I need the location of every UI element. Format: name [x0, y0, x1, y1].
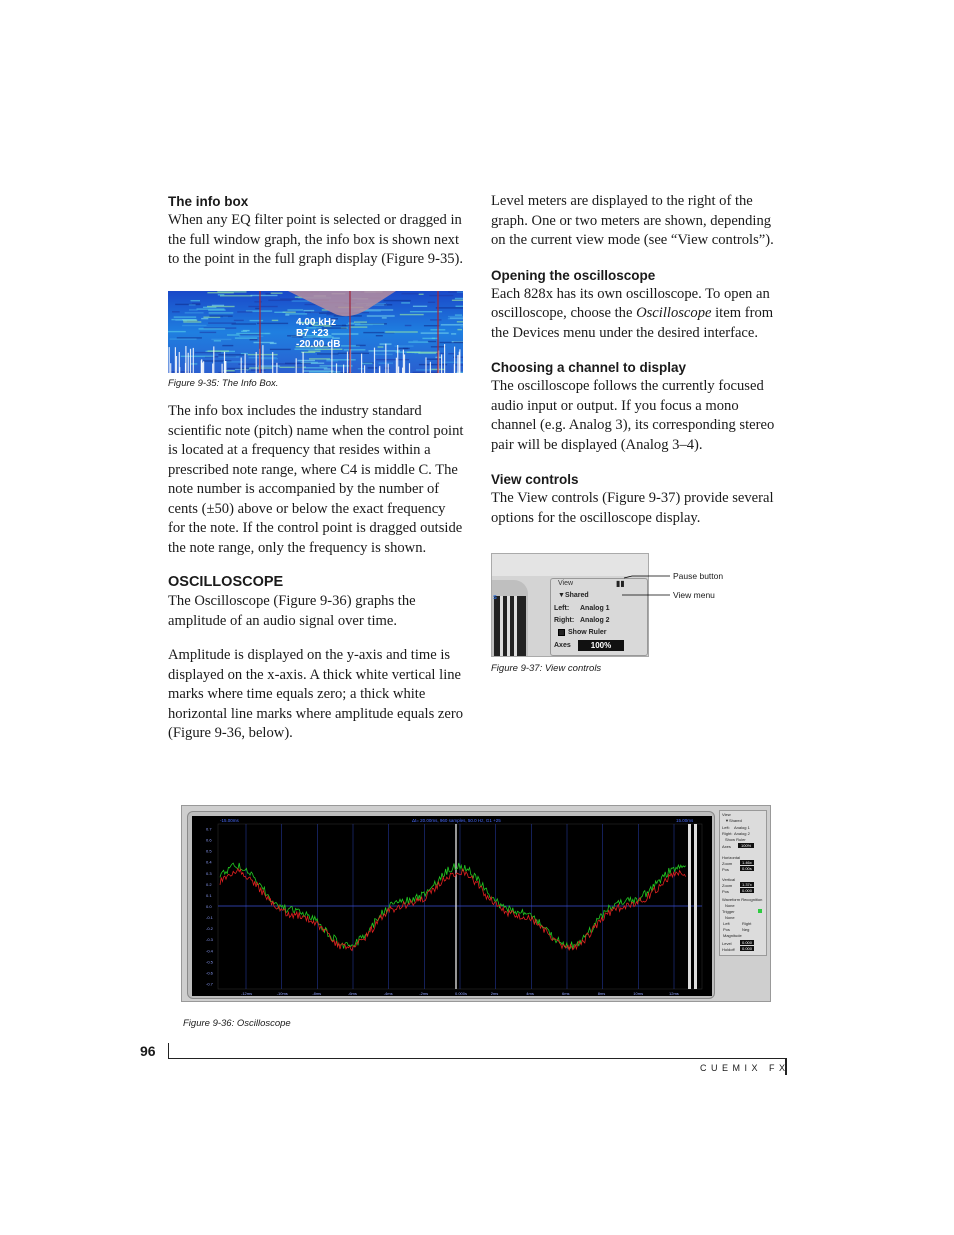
panel-level-value[interactable]: 0.000 — [742, 940, 753, 945]
x-tick-label: 0.000s — [455, 991, 468, 996]
x-tick-label: -4ms — [383, 991, 393, 996]
panel-v-pos-label: Pos — [722, 889, 729, 894]
panel-trigger-menu[interactable]: None — [725, 915, 735, 920]
panel-axes-label: Axes — [722, 844, 731, 849]
panel-ruler-checkbox[interactable]: Show Ruler — [725, 837, 746, 842]
dropdown-triangle-icon: ▼ — [725, 818, 729, 823]
y-tick-label: -0.1 — [206, 915, 213, 921]
opening-text-a: Each 828x has its own oscilloscope. To open an oscilloscope, choose the — [491, 285, 770, 321]
panel-v-zoom-label: Zoom — [722, 883, 733, 888]
ruler-left: -15.00ms — [220, 818, 239, 823]
pause-button-icon[interactable]: ▮▮ — [616, 579, 625, 588]
y-tick-label: 0.6 — [206, 837, 212, 843]
panel-view-label: View — [722, 812, 731, 817]
left-channel-value[interactable]: Analog 1 — [580, 605, 610, 612]
meters-paragraph: Level meters are displayed to the right of the graph. One or two meters are shown, depending on the current view mode (see “View controls”). — [491, 193, 774, 248]
oscilloscope-section — [168, 573, 464, 744]
panel-holdoff-label: Holdoff — [722, 947, 735, 952]
x-tick-label: 2ms — [490, 991, 499, 996]
x-tick-label: 6ms — [562, 991, 570, 996]
callout-view-menu: View menu — [673, 590, 715, 600]
panel-holdoff-value[interactable]: 0.000 — [742, 946, 753, 951]
view-menu-value: Shared — [564, 592, 589, 599]
y-tick-label: 0.7 — [206, 826, 212, 832]
y-tick-label: -0.5 — [206, 959, 213, 965]
x-tick-label: -10ms — [276, 991, 288, 996]
figure-caption-9-36: Figure 9-36: Oscilloscope — [183, 1018, 291, 1029]
oscilloscope-paragraph-2: Amplitude is displayed on the y-axis and time is displayed on the x-axis. A thick white vertical line marks where time equals zero; a thick white horizontal line marks where amplitude equals zero (Figure 9-36, below). — [168, 647, 464, 741]
y-tick-label: 0.5 — [206, 848, 212, 854]
panel-right-value[interactable]: Analog 2 — [734, 831, 750, 836]
meter-panel: s — [492, 580, 528, 657]
y-tick-label: -0.2 — [206, 926, 213, 932]
y-tick-label: 0.4 — [206, 859, 212, 865]
scope-control-panel — [719, 810, 767, 956]
figure-oscilloscope — [181, 805, 771, 1002]
right-channel-label: Right: — [554, 617, 575, 624]
left-column-lower — [168, 402, 464, 558]
panel-trigger-neg[interactable]: Neg — [742, 927, 750, 932]
y-tick-label: -0.3 — [206, 937, 213, 943]
show-ruler-checkbox[interactable] — [558, 629, 565, 636]
callout-pause-button: Pause button — [673, 571, 724, 581]
panel-right-label: Right: — [722, 831, 733, 836]
section-heading-info-box: The info box — [168, 194, 249, 209]
panel-vertical-label: Vertical — [722, 877, 736, 882]
page-number: 96 — [140, 1043, 156, 1059]
y-tick-label: 0.3 — [206, 870, 212, 876]
y-tick-label: -0.6 — [206, 970, 213, 976]
view-menu[interactable] — [558, 592, 589, 599]
panel-trigger-right[interactable]: Right — [742, 921, 752, 926]
section-heading-channel: Choosing a channel to display — [491, 360, 687, 375]
opening-text-b: item from the Devices menu under the desired interface. — [491, 305, 774, 341]
panel-trigger-magnitude[interactable]: Magnitude — [723, 933, 742, 938]
figure-info-box — [168, 291, 463, 373]
axes-label: Axes — [554, 642, 571, 649]
y-tick-label: 0.0 — [206, 904, 212, 909]
y-tick-label: 0.1 — [206, 892, 212, 898]
ruler-readout: Δt= 20.00ms, 960 samples, 50.0 Hz, G1 +25 — [412, 818, 501, 823]
info-box-frequency: 4.00 kHz — [296, 317, 337, 328]
panel-h-zoom-value[interactable]: 1.46x — [742, 860, 752, 865]
dropdown-triangle-icon: ▼ — [558, 592, 565, 599]
panel-trigger-label: Trigger — [722, 909, 735, 914]
axes-value-field[interactable]: 100% — [578, 640, 624, 651]
section-heading-opening: Opening the oscilloscope — [491, 267, 656, 283]
channel-paragraph: The oscilloscope follows the currently focused audio input or output. If you focus a mono channel (e.g. Analog 3), its corresponding stereo pair will be displayed (Analog 3–4). — [491, 378, 775, 453]
level-meter-right — [694, 824, 697, 989]
section-heading-view-controls: View controls — [491, 472, 579, 487]
oscilloscope-paragraph-1: The Oscilloscope (Figure 9-36) graphs the amplitude of an audio signal over time. — [168, 593, 416, 629]
x-tick-label: -8ms — [312, 991, 322, 996]
level-meter-left — [688, 824, 691, 989]
panel-h-pos-value[interactable]: 0.00s — [742, 866, 752, 871]
right-channel-value[interactable]: Analog 2 — [580, 617, 610, 624]
panel-v-pos-value[interactable]: 0.000 — [742, 888, 753, 893]
panel-left-value[interactable]: Analog 1 — [734, 825, 750, 830]
figure-caption-9-35: Figure 9-35: The Info Box. — [168, 378, 279, 389]
panel-left-label: Left: — [722, 825, 730, 830]
x-tick-label: 8ms — [597, 991, 606, 996]
panel-waveform-menu[interactable]: None — [725, 903, 735, 908]
callout-lines — [610, 568, 670, 600]
x-tick-label: 12ms — [669, 991, 679, 996]
opening-text-emphasis: Oscilloscope — [636, 305, 712, 321]
section-heading-oscilloscope: OSCILLOSCOPE — [168, 574, 284, 590]
info-box-paragraph-2: The info box includes the industry standard scientific note (pitch) name when the control point is located at a frequency that resides within a prescribed note range, where C4 is middle C. The note number is accompanied by the number of cents (±50) above or below the exact frequency for the note. If the control point is dragged outside the note range, only the frequency is shown. — [168, 403, 464, 556]
x-tick-label: -6ms — [348, 991, 357, 996]
info-box-note: B7 +23 — [296, 328, 329, 339]
x-tick-label: -2ms — [419, 991, 429, 996]
panel-axes-value[interactable]: 100% — [738, 843, 754, 848]
footer-rule-left — [168, 1043, 169, 1059]
panel-view-value: Shared — [728, 818, 742, 823]
info-box-gain: -20.00 dB — [296, 339, 341, 350]
info-box-paragraph: When any EQ filter point is selected or dragged in the full window graph, the info box is shown next to the point in the full graph display (Figure 9-35). — [168, 212, 464, 267]
panel-waveform-label: Waveform Recognition — [722, 897, 763, 902]
show-ruler-label: Show Ruler — [568, 629, 607, 636]
spectrum-image — [168, 291, 463, 373]
y-tick-label: -0.7 — [206, 981, 213, 987]
panel-level-label: Level — [722, 941, 732, 946]
x-tick-label: -12ms — [241, 991, 253, 996]
panel-trigger-left[interactable]: Left — [723, 921, 730, 926]
panel-horizontal-label: Horizontal — [722, 855, 741, 860]
scope-display — [192, 816, 712, 996]
trigger-indicator — [758, 909, 762, 913]
y-tick-label: -0.4 — [206, 948, 213, 954]
panel-h-pos-label: Pos — [722, 867, 729, 872]
x-tick-label: 10ms — [633, 991, 644, 996]
panel-h-zoom-label: Zoom — [722, 861, 733, 866]
opening-paragraph — [491, 285, 787, 344]
footer-rule — [168, 1058, 786, 1059]
x-tick-label: 4ms — [526, 991, 534, 996]
view-controls-paragraph: The View controls (Figure 9-37) provide several options for the oscilloscope display. — [491, 490, 774, 526]
view-label: View — [558, 580, 574, 587]
right-column — [491, 192, 787, 528]
panel-v-zoom-value[interactable]: 1.37x — [742, 882, 752, 887]
panel-trigger-pos[interactable]: Pos — [723, 927, 730, 932]
running-title: CUEMIX FX — [700, 1063, 790, 1073]
left-channel-label: Left: — [554, 605, 570, 612]
ruler-right: 15.00ms — [676, 818, 694, 823]
figure-caption-9-37: Figure 9-37: View controls — [491, 663, 602, 674]
y-tick-label: 0.2 — [206, 881, 212, 887]
panel-view-menu[interactable] — [725, 818, 742, 823]
left-column — [168, 192, 464, 270]
